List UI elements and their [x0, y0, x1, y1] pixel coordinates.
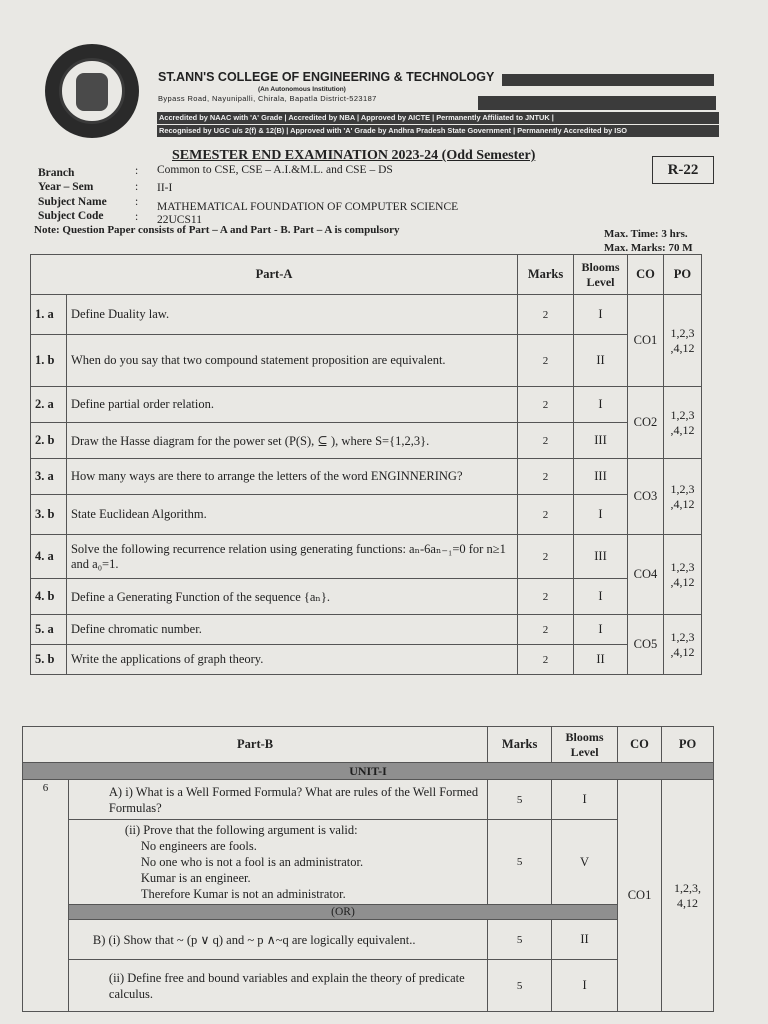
table-row [31, 535, 702, 579]
accreditation-line-2: Recognised by UGC u/s 2(f) & 12(B) | Approved with 'A' Grade by Andhra Pradesh State Government | Permanently Accredited by ISO [157, 125, 719, 137]
question-number: 2. b [31, 423, 67, 459]
blooms-header: Blooms Level [574, 255, 628, 295]
question-marks: 5 [488, 960, 552, 1012]
branch-value: Common to CSE, CSE – A.I.&M.L. and CSE – DS [157, 164, 393, 176]
part-a-header-row [31, 255, 702, 295]
blooms-level: II [552, 920, 618, 960]
co-header: CO [618, 727, 662, 763]
co-header: CO [627, 255, 663, 295]
table-row [31, 295, 702, 335]
blooms-level: I [574, 579, 628, 615]
question-text: Define chromatic number. [66, 615, 517, 645]
co-cell: CO4 [627, 535, 663, 615]
question-marks: 2 [518, 423, 574, 459]
subject-code-label: Subject Code [38, 210, 104, 222]
question-number: 6 [23, 780, 69, 1012]
college-name: ST.ANN'S COLLEGE OF ENGINEERING & TECHNOLOGY [158, 70, 495, 84]
co-cell: CO2 [627, 387, 663, 459]
table-row [23, 820, 714, 905]
table-row [31, 495, 702, 535]
po-cell: 1,2,3 ,4,12 [663, 387, 701, 459]
blooms-header: Blooms Level [552, 727, 618, 763]
question-number: 1. b [31, 335, 67, 387]
question-number: 5. b [31, 645, 67, 675]
question-marks: 2 [518, 535, 574, 579]
question-6a-i: A) i) What is a Well Formed Formula? What are rules of the Well Formed Formulas? [68, 780, 487, 820]
co-cell: CO3 [627, 459, 663, 535]
argument-premise: No one who is not a fool is an administrator. [140, 855, 364, 869]
co-cell: CO1 [627, 295, 663, 387]
table-row [31, 615, 702, 645]
college-status: (An Autonomous Institution) [258, 86, 346, 93]
marks-header: Marks [488, 727, 552, 763]
header-band-top [502, 74, 714, 86]
question-text: Draw the Hasse diagram for the power set (P(S), ⊆ ), where S={1,2,3}. [66, 423, 517, 459]
po-cell: 1,2,3 ,4,12 [663, 295, 701, 387]
table-row [23, 920, 714, 960]
po-header: PO [662, 727, 714, 763]
blooms-level: II [574, 645, 628, 675]
part-a-title: Part-A [31, 255, 518, 295]
subject-name-label: Subject Name [38, 196, 107, 208]
blooms-level: III [574, 423, 628, 459]
blooms-level: I [574, 495, 628, 535]
blooms-level: I [574, 295, 628, 335]
question-number: 1. a [31, 295, 67, 335]
question-text: Define Duality law. [66, 295, 517, 335]
table-row [31, 645, 702, 675]
year-label: Year – Sem [38, 181, 94, 193]
marks-header: Marks [518, 255, 574, 295]
question-text: Define a Generating Function of the sequence {aₙ}. [66, 579, 517, 615]
table-row [31, 579, 702, 615]
blooms-level: V [552, 820, 618, 905]
college-logo [45, 44, 139, 138]
question-marks: 2 [518, 495, 574, 535]
max-marks: Max. Marks: 70 M [604, 242, 693, 254]
branch-label: Branch [38, 167, 75, 179]
question-text: Write the applications of graph theory. [66, 645, 517, 675]
table-row [23, 780, 714, 820]
year-value: II-I [157, 182, 173, 194]
question-6a-ii [68, 820, 487, 905]
question-marks: 5 [488, 780, 552, 820]
subject-name-colon: : [135, 196, 139, 208]
or-label: (OR) [68, 905, 617, 920]
question-marks: 5 [488, 920, 552, 960]
exam-title: SEMESTER END EXAMINATION 2023-24 (Odd Semester) [172, 148, 536, 163]
question-marks: 2 [518, 579, 574, 615]
part-b-header-row [23, 727, 714, 763]
blooms-level: I [552, 780, 618, 820]
po-cell: 1,2,3 ,4,12 [663, 535, 701, 615]
unit-label: UNIT-I [23, 763, 714, 780]
question-text: Define partial order relation. [66, 387, 517, 423]
question-number: 4. a [31, 535, 67, 579]
question-6a-ii-head: (ii) Prove that the following argument is valid: [124, 823, 358, 837]
part-b-title: Part-B [23, 727, 488, 763]
blooms-level: II [574, 335, 628, 387]
argument-premise: No engineers are fools. [140, 839, 257, 853]
table-row [23, 960, 714, 1012]
part-a-table [30, 254, 702, 675]
question-marks: 2 [518, 459, 574, 495]
college-address: Bypass Road, Nayunipalli, Chirala, Bapatla District-523187 [158, 94, 377, 103]
exam-note: Note: Question Paper consists of Part – A and Part - B. Part – A is compulsory [34, 224, 400, 236]
question-text: State Euclidean Algorithm. [66, 495, 517, 535]
regulation-badge: R-22 [652, 156, 714, 184]
po-header: PO [663, 255, 701, 295]
branch-colon: : [135, 165, 139, 177]
blooms-level: III [574, 459, 628, 495]
po-cell: 1,2,3, 4,12 [662, 780, 714, 1012]
blooms-level: I [574, 615, 628, 645]
question-text: Solve the following recurrence relation using generating functions: aₙ-6aₙ₋₁=0 for n≥1 and a₀=1. [66, 535, 517, 579]
subject-name-value: MATHEMATICAL FOUNDATION OF COMPUTER SCIENCE [157, 201, 459, 213]
co-cell: CO1 [618, 780, 662, 1012]
blooms-level: I [552, 960, 618, 1012]
question-text: How many ways are there to arrange the letters of the word ENGINNERING? [66, 459, 517, 495]
co-cell: CO5 [627, 615, 663, 675]
table-row [31, 335, 702, 387]
argument-premise: Kumar is an engineer. [140, 871, 251, 885]
max-time: Max. Time: 3 hrs. [604, 228, 688, 240]
po-cell: 1,2,3 ,4,12 [663, 615, 701, 675]
question-number: 3. b [31, 495, 67, 535]
blooms-level: I [574, 387, 628, 423]
question-number: 5. a [31, 615, 67, 645]
year-colon: : [135, 181, 139, 193]
question-marks: 2 [518, 645, 574, 675]
question-marks: 2 [518, 335, 574, 387]
question-marks: 5 [488, 820, 552, 905]
subject-code-value: 22UCS11 [157, 214, 202, 226]
question-number: 4. b [31, 579, 67, 615]
blooms-level: III [574, 535, 628, 579]
question-number: 3. a [31, 459, 67, 495]
header-band-mid [478, 96, 716, 110]
or-row [23, 905, 714, 920]
question-6b-ii: (ii) Define free and bound variables and explain the theory of predicate calculus. [68, 960, 487, 1012]
question-number: 2. a [31, 387, 67, 423]
argument-conclusion: Therefore Kumar is not an administrator. [140, 887, 346, 901]
table-row [31, 423, 702, 459]
subject-code-colon: : [135, 211, 139, 223]
unit-row [23, 763, 714, 780]
po-cell: 1,2,3 ,4,12 [663, 459, 701, 535]
table-row [31, 387, 702, 423]
question-marks: 2 [518, 387, 574, 423]
question-text: When do you say that two compound statement proposition are equivalent. [66, 335, 517, 387]
question-6b-i: B) (i) Show that ~ (p ∨ q) and ~ p ∧~q are logically equivalent.. [68, 920, 487, 960]
question-marks: 2 [518, 615, 574, 645]
question-marks: 2 [518, 295, 574, 335]
part-b-table [22, 726, 714, 1012]
table-row [31, 459, 702, 495]
accreditation-line-1: Accredited by NAAC with 'A' Grade | Accredited by NBA | Approved by AICTE | Permanently Affiliated to JNTUK | [157, 112, 719, 124]
